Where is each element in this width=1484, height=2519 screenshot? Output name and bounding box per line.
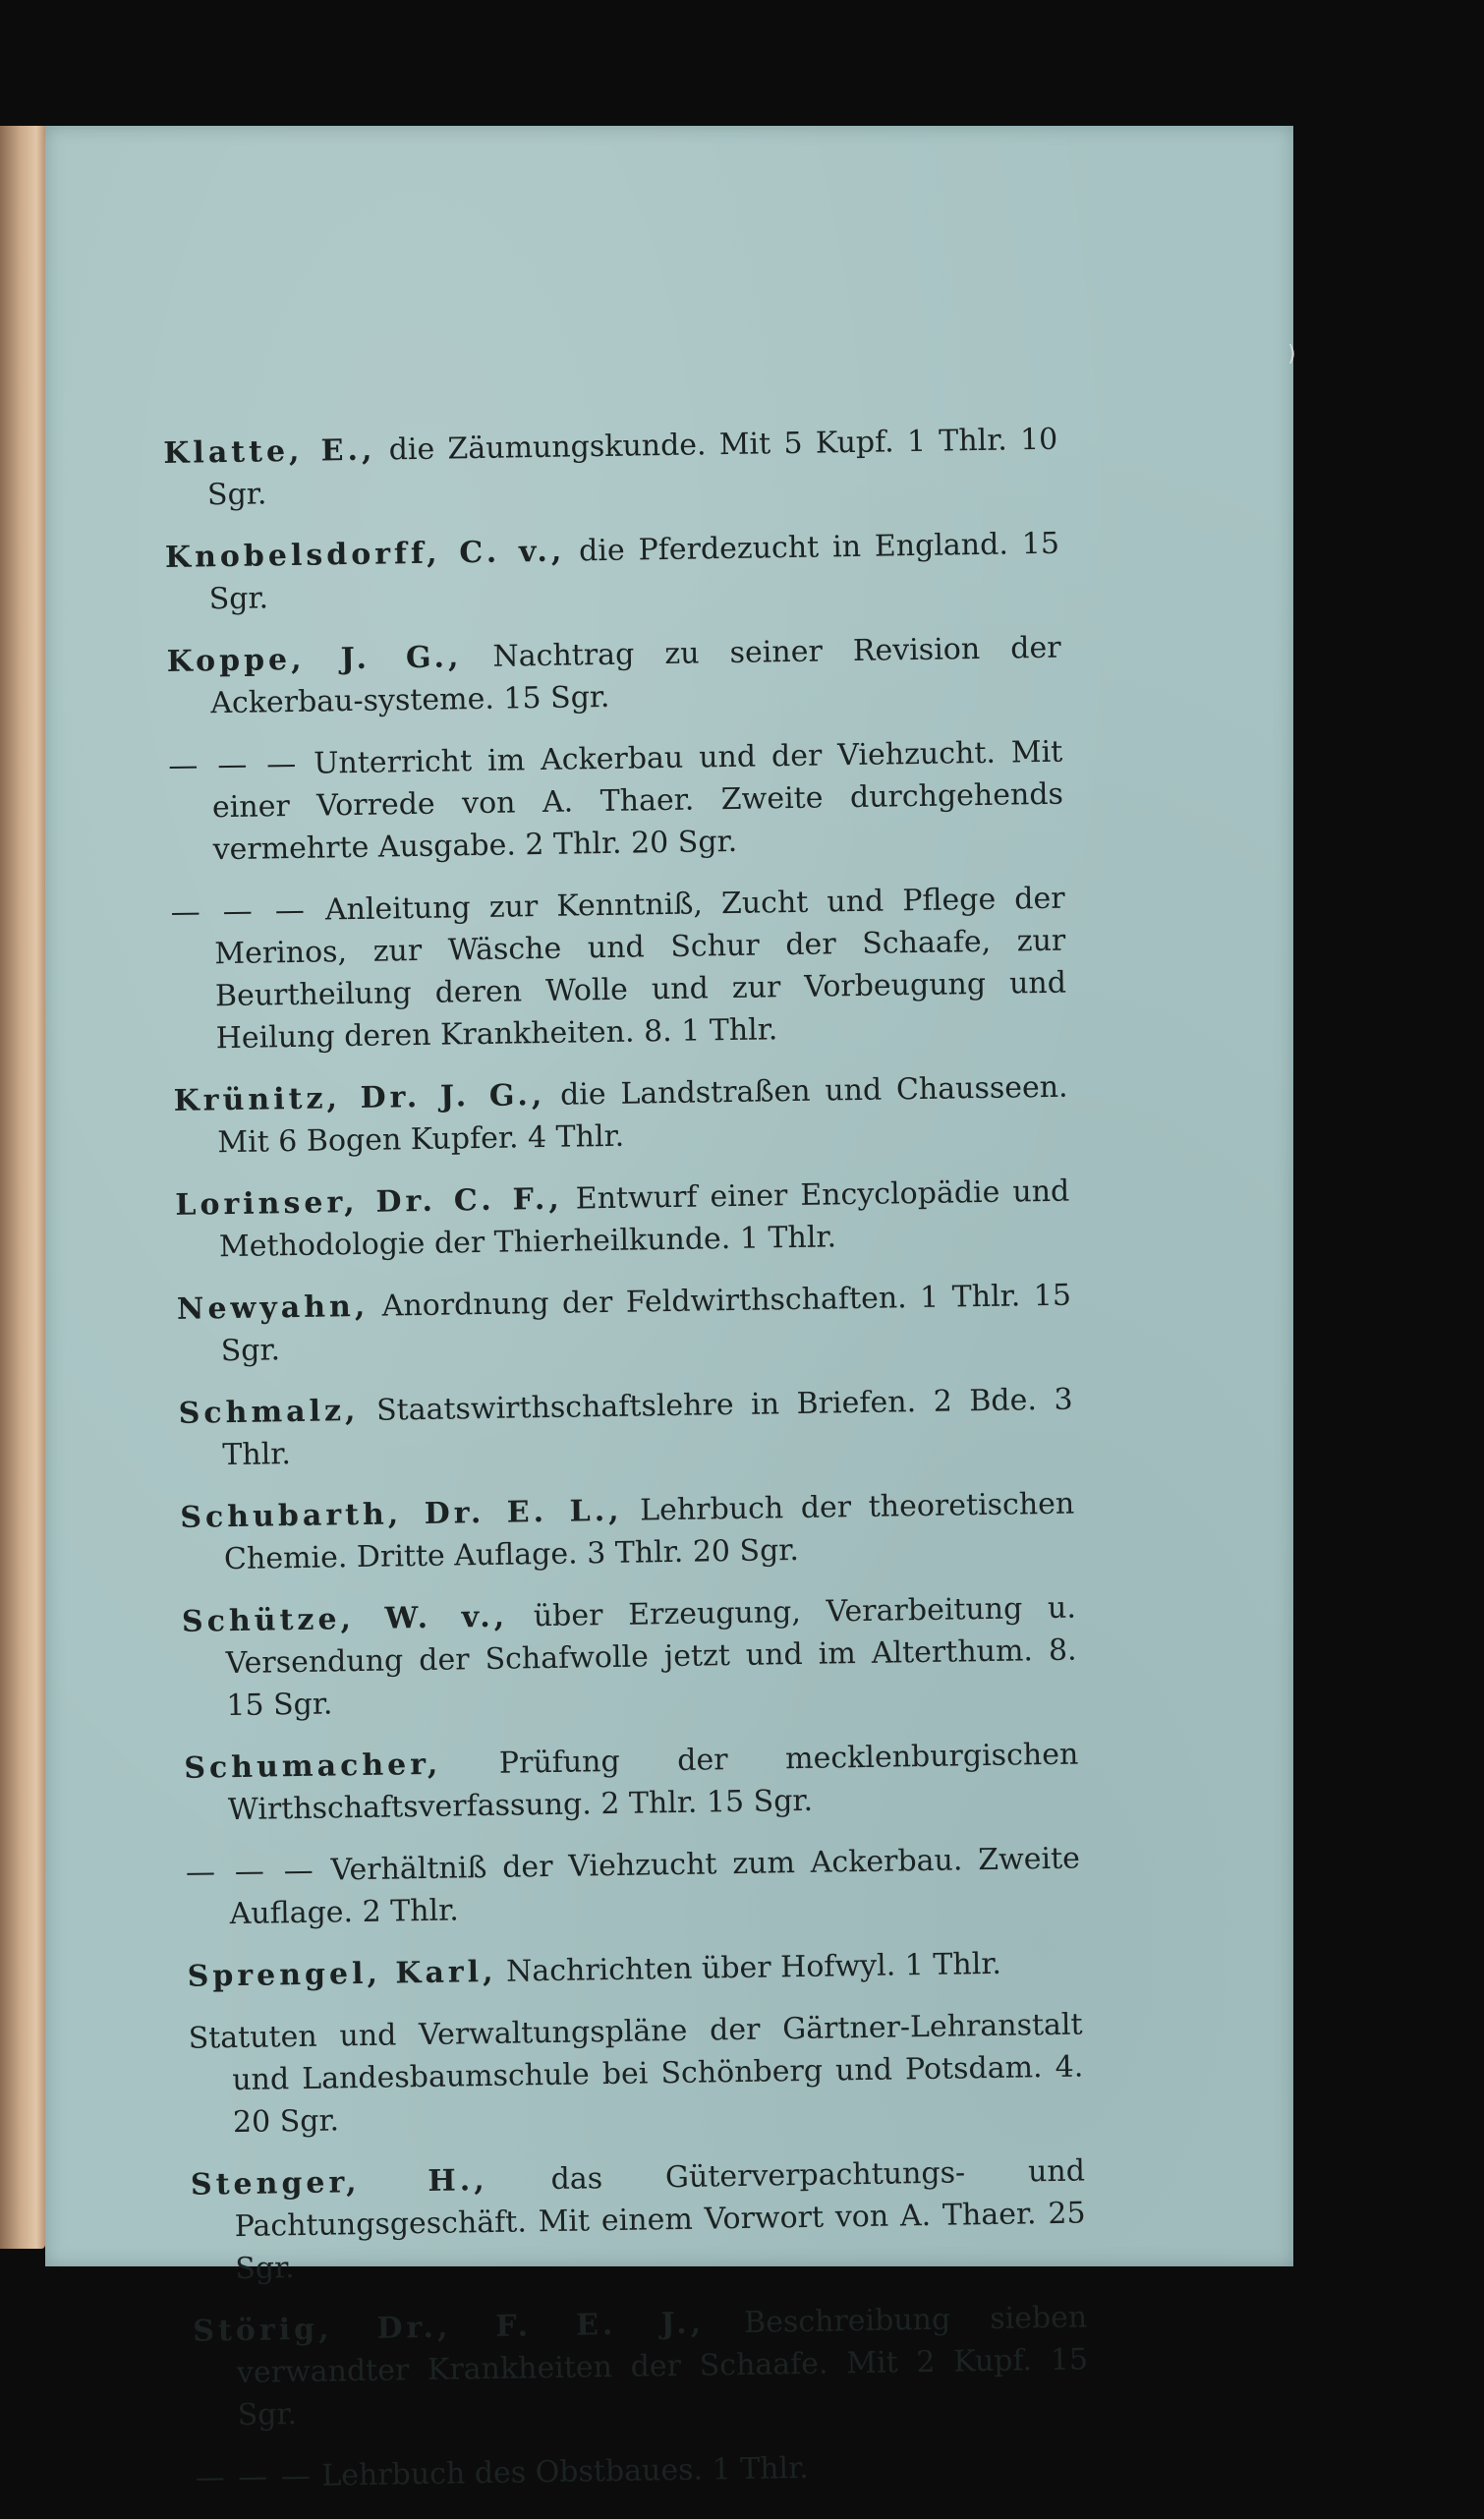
catalogue-entry bbox=[184, 1734, 1079, 1832]
entry-author: Stenger, H., bbox=[190, 2163, 488, 2203]
catalogue-entry bbox=[170, 878, 1067, 1060]
entry-author: Klatte, E., bbox=[163, 432, 376, 471]
catalogue-entry bbox=[187, 1942, 1082, 1998]
entry-text: Anleitung zur Kenntniß, Zucht und Pflege der Merinos, zur Wäsche und Schur der Schaafe, zur Beurtheilung deren Wolle und zur Vorbeugung und Heilung deren Krankheiten. 8. 1 Thlr. bbox=[214, 881, 1067, 1057]
entry-text: die Zäumungskunde. Mit 5 Kupf. 1 Thlr. 10 Sgr. bbox=[206, 422, 1058, 513]
entry-text: über Erzeugung, Verarbeitung u. Versendung der Schafwolle jetzt und im Alterthum. 8. 15 Sgr. bbox=[225, 1590, 1077, 1724]
publisher-catalogue-list bbox=[163, 419, 1090, 2519]
catalogue-entry bbox=[168, 731, 1064, 872]
entry-text: Nachrichten über Hofwyl. 1 Thlr. bbox=[505, 1946, 1002, 1989]
entry-ditto-dash: — — — bbox=[170, 892, 308, 930]
entry-author: Schumacher, bbox=[184, 1746, 442, 1786]
entry-text: Verhältniß der Viehzucht zum Ackerbau. Zweite Auflage. 2 Thlr. bbox=[229, 1841, 1081, 1932]
catalogue-entry bbox=[166, 627, 1061, 725]
catalogue-entry bbox=[173, 1066, 1068, 1165]
entry-text: Beschreibung sieben verwandter Krankheiten der Schaafe. Mit 2 Kupf. 15 Sgr. bbox=[236, 2300, 1089, 2433]
entry-author: Knobelsdorff, C. v., bbox=[164, 534, 566, 575]
entry-text: Lehrbuch der theoretischen Chemie. Dritte Auflage. 3 Thlr. 20 Sgr. bbox=[223, 1486, 1075, 1577]
entry-ditto-dash: — — — bbox=[185, 1853, 315, 1890]
entry-ditto-dash: — — — bbox=[168, 746, 299, 783]
catalogue-entry bbox=[180, 1483, 1075, 1581]
entry-text: das Güterverpachtungs- und Pachtungsgeschäft. Mit einem Vorwort von A. Thaer. 25 Sgr. bbox=[234, 2153, 1086, 2287]
catalogue-entry bbox=[178, 1379, 1073, 1477]
entry-text: Staatswirthschaftslehre in Briefen. 2 Bde. 3 Thlr. bbox=[222, 1382, 1073, 1473]
entry-author: Sprengel, Karl, bbox=[187, 1954, 497, 1994]
entry-author: Schütze, W. v., bbox=[181, 1599, 509, 1639]
catalogue-entry bbox=[186, 1838, 1081, 1936]
entry-text: Nachtrag zu seiner Revision der Ackerbau-systeme. 15 Sgr. bbox=[210, 630, 1061, 721]
entry-author: Störig, Dr., F. E. J., bbox=[193, 2306, 706, 2349]
catalogue-entry bbox=[191, 2149, 1087, 2290]
entry-text: die Landstraßen und Chausseen. Mit 6 Bogen Kupfer. 4 Thlr. bbox=[217, 1069, 1068, 1161]
entry-text: Statuten und Verwaltungspläne der Gärtner-Lehranstalt und Landesbaumschule bei Schönberg und Potsdam. 4. 20 Sgr. bbox=[188, 2007, 1084, 2141]
entry-ditto-dash: — — — bbox=[195, 2458, 314, 2495]
entry-author: Newyahn, bbox=[176, 1288, 370, 1327]
entry-text: Unterricht im Ackerbau und der Viehzucht. Mit einer Vorrede von A. Thaer. Zweite durchgehends vermehrte Ausgabe. 2 Thlr. 20 Sgr. bbox=[211, 734, 1064, 868]
entry-text: die Pferdezucht in England. 15 Sgr. bbox=[208, 526, 1060, 617]
catalogue-entry bbox=[163, 419, 1058, 517]
entry-text: Entwurf einer Encyclopädie und Methodologie der Thierheilkunde. 1 Thlr. bbox=[218, 1174, 1070, 1265]
entry-author: Koppe, J. G., bbox=[166, 640, 463, 679]
catalogue-entry bbox=[177, 1275, 1072, 1373]
catalogue-entry bbox=[193, 2296, 1089, 2436]
entry-author: Schubarth, Dr. E. L., bbox=[180, 1493, 623, 1535]
catalogue-entry bbox=[175, 1171, 1070, 1269]
catalogue-entry bbox=[182, 1587, 1078, 1728]
catalogue-entry bbox=[165, 523, 1060, 621]
catalogue-entry bbox=[188, 2004, 1084, 2145]
catalogue-entry bbox=[195, 2442, 1090, 2498]
entry-author: Schmalz, bbox=[178, 1393, 360, 1431]
entry-text: Lehrbuch des Obstbaues. 1 Thlr. bbox=[321, 2450, 809, 2493]
entry-author: Lorinser, Dr. C. F., bbox=[175, 1181, 564, 1223]
adjacent-page-edge bbox=[0, 126, 45, 2249]
entry-text: Prüfung der mecklenburgischen Wirthschaftsverfassung. 2 Thlr. 15 Sgr. bbox=[227, 1737, 1079, 1828]
entry-text: Anordnung der Feldwirthschaften. 1 Thlr. 15 Sgr. bbox=[220, 1278, 1072, 1369]
entry-author: Krünitz, Dr. J. G., bbox=[173, 1077, 546, 1118]
scan-margin-mark: ) bbox=[1287, 342, 1296, 367]
